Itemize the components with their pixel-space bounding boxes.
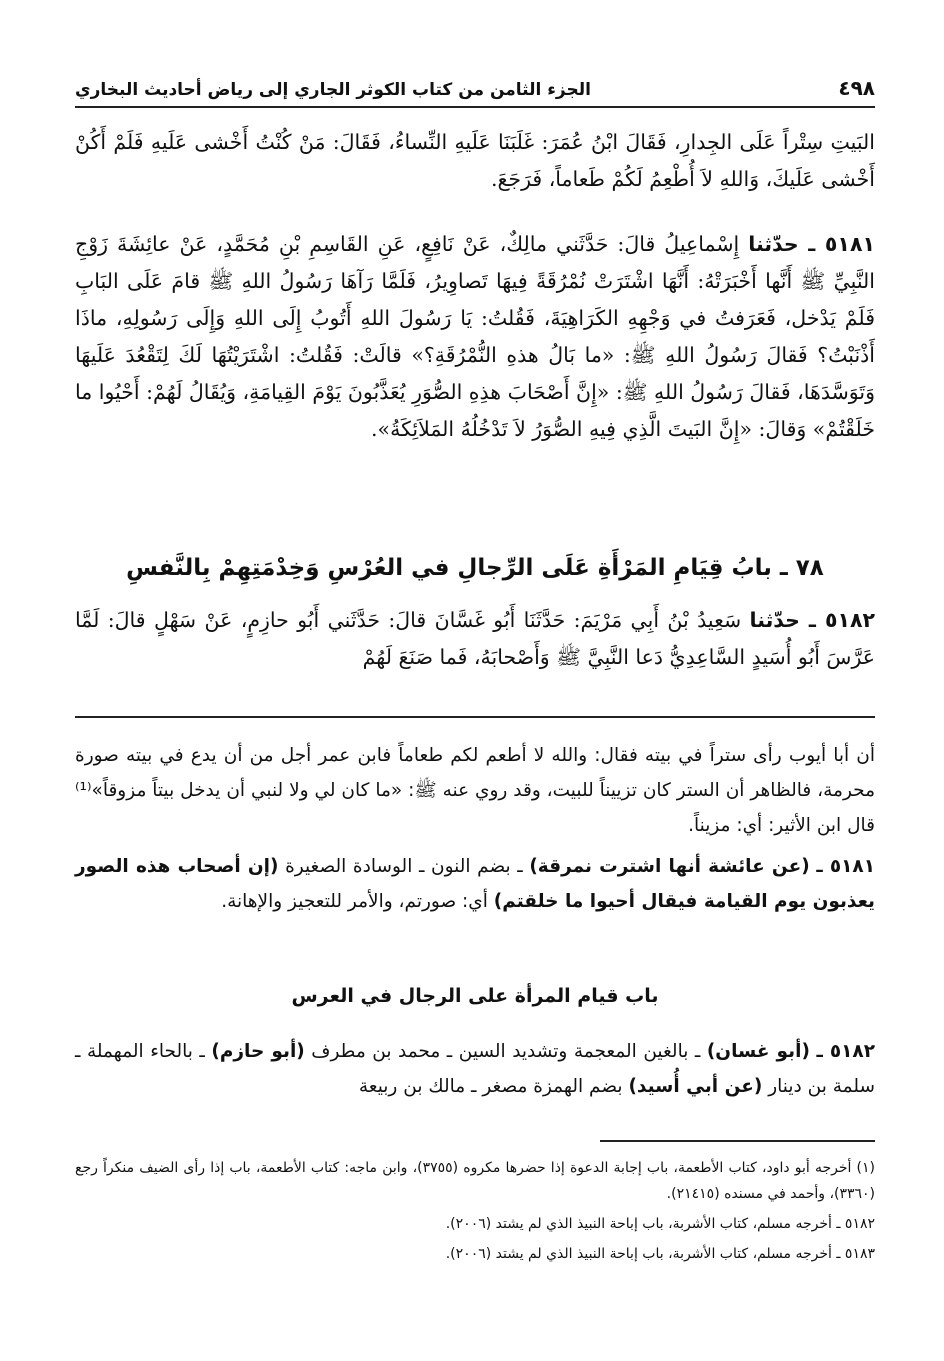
- footnotes: [75, 1155, 875, 1267]
- commentary-text: ـ بضم النون ـ الوسادة الصغيرة: [285, 856, 523, 877]
- main-text-continuation: [75, 124, 875, 198]
- running-title: الجزء الثامن من كتاب الكوثر الجاري إلى رياض أحاديث البخاري: [75, 80, 591, 100]
- hadith-paragraph: [75, 226, 875, 448]
- hadith-text: إِسْماعِيلُ قالَ: حَدَّثَني مالِكٌ، عَنْ نَافِعٍ، عَنِ القَاسِمِ بْنِ مُحَمَّدٍ، عَنْ عائِشَةَ زَوْجِ النَّبِيِّ ﷺ أَنَّها أَخْبَرَتْهُ: أَنَّهَا اشْتَرَتْ نُمْرُقَةً فِيهَا تَصاوِيرُ، فَلَمَّا رَآهَا رَسُولُ اللهِ ﷺ قامَ عَلَى البَابِ فَلَمْ يَدْخل، فَعَرَفتُ في وَجْهِهِ الكَرَاهِيَةَ، فَقُلتُ: يَا رَسُولَ اللهِ أَتُوبُ إِلَى اللهِ وَإِلَى رَسُولِهِ، ماذَا أَذْنَبْتُ؟ فَقالَ رَسُولُ اللهِ ﷺ: «ما بَالُ هذهِ النُّمْرُقَةِ؟» قالَتْ: فَقُلتُ: اشْتَرَيْتُهَا لَكَ لِتَقْعُدَ عَلَيهَا وَتَوَسَّدَهَا، فَقالَ رَسُولُ اللهِ ﷺ: «إِنَّ أَصْحَابَ هذِهِ الصُّوَرِ يُعَذَّبُونَ يَوْمَ القِيامَةِ، وَيُقَالُ لَهُمْ: أَحْيُوا ما خَلَقْتُمْ» وَقالَ: «إِنَّ البَيتَ الَّذِي فِيهِ الصُّوَرُ لاَ تَدْخُلُهُ المَلاَئِكَةُ».: [75, 232, 875, 441]
- commentary-5181: [75, 849, 875, 919]
- commentary-number: ٥١٨١ ـ: [816, 856, 875, 877]
- header-divider: [75, 106, 875, 108]
- footnote-5183: ٥١٨٣ ـ أخرجه مسلم، كتاب الأشربة، باب إباحة النبيذ الذي لم يشتد (٢٠٠٦).: [445, 1246, 875, 1262]
- commentary-quote: (عن أبي أُسيد): [628, 1076, 763, 1097]
- commentary-quote: (أبو غسان): [706, 1041, 810, 1062]
- footnote-1: (١) أخرجه أبو داود، كتاب الأطعمة، باب إجابة الدعوة إذا حضرها مكروه (٣٧٥٥)، وابن ماجه: كتاب الأطعمة، باب إذا رأى الضيف منكراً رجع (٣٣٦٠)، وأحمد في مسنده (٢١٤١٥).: [75, 1160, 875, 1202]
- commentary-divider: [75, 716, 875, 718]
- commentary-5182: [75, 1034, 875, 1104]
- commentary-quote: (عن عائشة أنها اشترت نمرقة): [529, 856, 810, 877]
- footnote-divider: [600, 1140, 875, 1142]
- paragraph: البَيتِ سِتْراً عَلَى الجِدارِ، فَقَالَ ابْنُ عُمَرَ: غَلَبَنَا عَلَيهِ النِّساءُ، فَقَالَ: مَنْ كُنْتُ أَخْشى عَلَيهِ فَلَمْ أَكُنْ أَخْشى عَلَيكَ، وَاللهِ لاَ أُطْعِمُ لَكُمْ طَعاماً، فَرَجَعَ.: [75, 130, 875, 191]
- commentary-text: ـ بالحاء المهملة ـ سلمة بن دينار: [75, 1041, 875, 1097]
- hadith-5182: [75, 602, 875, 676]
- commentary-subheading: باب قيام المرأة على الرجال في العرس: [291, 985, 659, 1007]
- hadith-text: سَعِيدُ بْنُ أَبِي مَرْيَمَ: حَدَّثَنَا أَبُو غَسَّانَ قالَ: حَدَّثَني أَبُو حازِمٍ، عَنْ سَهْلٍ قالَ: لَمَّا عَرَّسَ أَبُو أُسَيدٍ السَّاعِدِيُّ دَعا النَّبِيَّ ﷺ وَأَصْحابَهُ، فَما صَنَعَ لَهُمْ: [75, 608, 875, 669]
- footnote-5182: ٥١٨٢ ـ أخرجه مسلم، كتاب الأشربة، باب إباحة النبيذ الذي لم يشتد (٢٠٠٦).: [445, 1216, 875, 1232]
- chapter-title: ٧٨ ـ بابُ قِيَامِ المَرْأَةِ عَلَى الرِّجالِ في العُرْسِ وَخِدْمَتِهِمْ بِالنَّفسِ: [126, 555, 824, 581]
- hadith-number: ٥١٨٢ ـ حدّثنا: [749, 608, 875, 632]
- page-header: [75, 66, 875, 100]
- commentary-section: [75, 738, 875, 919]
- commentary-number: ٥١٨٢ ـ: [816, 1041, 876, 1062]
- commentary-text: أي: صورتم، والأمر للتعجيز والإهانة.: [221, 891, 488, 912]
- commentary-text: ـ بالغين المعجمة وتشديد السين ـ محمد بن مطرف: [311, 1041, 701, 1062]
- commentary-text: بضم الهمزة مصغر ـ مالك بن ربيعة: [358, 1076, 623, 1097]
- hadith-paragraph: [75, 602, 875, 676]
- book-page: [75, 0, 875, 1361]
- commentary-quote: (أبو حازم): [211, 1041, 305, 1062]
- page-number: ٤٩٨: [838, 76, 875, 100]
- hadith-5181: [75, 226, 875, 448]
- commentary-paragraph: أن أبا أيوب رأى ستراً في بيته فقال: والله لا أطعم لكم طعاماً فابن عمر أجل من أن يدع في بيته صورة محرمة، فالظاهر أن الستر كان تزييناً للبيت، وقد روي عنه ﷺ: «ما كان لي ولا لنبي أن يدخل بيتاً مزوقاً»⁽¹⁾ قال ابن الأثير: أي: مزيناً.: [75, 745, 875, 836]
- hadith-number: ٥١٨١ ـ حدّثنا: [748, 232, 875, 256]
- commentary-quote: (إن أصحاب هذه الصور يعذبون يوم القيامة فيقال أحيوا ما خلقتم): [75, 856, 875, 912]
- commentary-paragraph: [75, 1034, 875, 1104]
